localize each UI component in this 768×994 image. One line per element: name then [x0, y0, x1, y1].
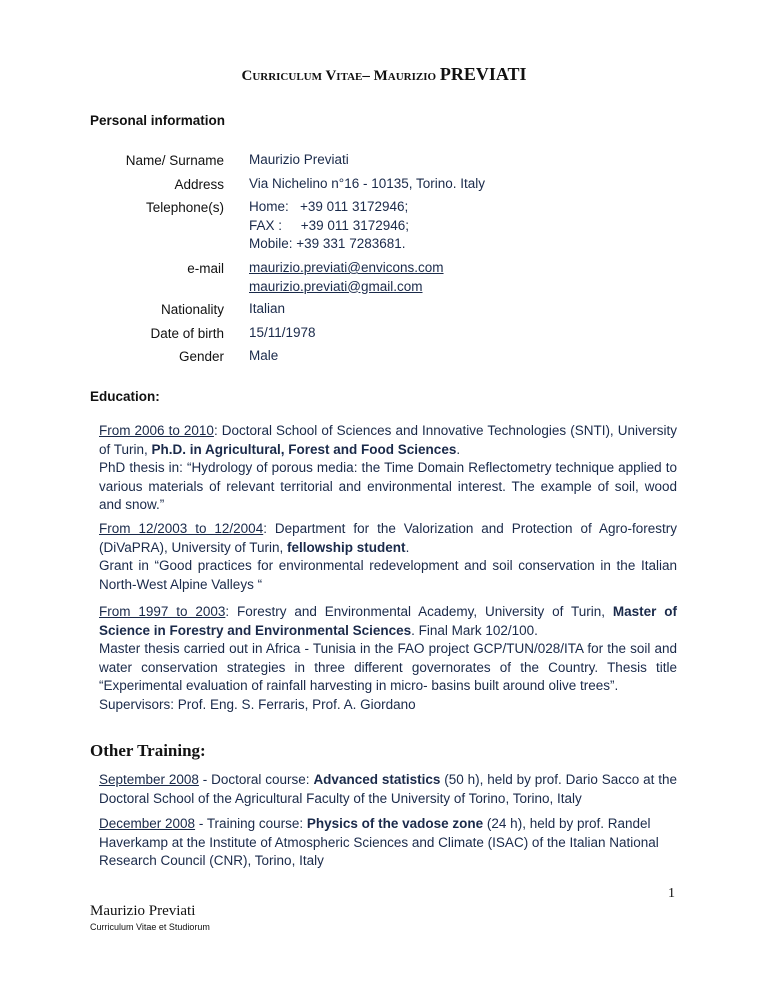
- address-label: Address: [174, 177, 224, 192]
- address-value: Via Nichelino n°16 - 10135, Torino. Italy: [249, 176, 486, 191]
- nationality-label: Nationality: [160, 302, 224, 317]
- statistics-details: (50 h), held by prof. Dario Sacco at the Doctoral School of the Agricultural Faculty of the University of Torino, Torino, Italy: [99, 772, 677, 806]
- email-link-gmail[interactable]: maurizio.previati@gmail.com: [249, 278, 423, 294]
- telephone-values: [249, 198, 409, 254]
- phone-home: Home: +39 011 3172946;: [249, 199, 409, 214]
- page-number: 1: [668, 886, 675, 901]
- education-entry-fellowship: [99, 520, 677, 594]
- statistics-date: September 2008: [99, 772, 199, 787]
- email-link-envicons[interactable]: maurizio.previati@envicons.com: [249, 260, 444, 275]
- footer-name: Maurizio Previati: [90, 903, 196, 919]
- vadose-course: Physics of the vadose zone: [306, 816, 484, 831]
- personal-info-heading: Personal information: [90, 113, 226, 128]
- vadose-details: (24 h), held by prof. Randel Haverkamp at the Institute of Atmospheric Sciences and Climate (ISAC) of the Italian National Research Council (CNR), Torino, Italy: [99, 816, 659, 868]
- master-degree: Master of Science in Forestry and Environmental Sciences: [99, 604, 677, 638]
- phd-date: From 2006 to 2010: [99, 423, 214, 438]
- phone-mobile: Mobile: +39 331 7283681.: [249, 236, 406, 251]
- fellowship-text-end: .: [405, 539, 410, 555]
- statistics-text: - Doctoral course:: [198, 772, 314, 787]
- vadose-date: December 2008: [99, 816, 196, 831]
- footer-subtitle: Curriculum Vitae et Studiorum: [90, 922, 210, 932]
- training-entry-statistics: [99, 771, 677, 808]
- nationality-value: Italian: [249, 301, 286, 316]
- master-supervisors: Supervisors: Prof. Eng. S. Ferraris, Prof. A. Giordano: [99, 696, 416, 712]
- name-value: Maurizio Previati: [249, 152, 349, 167]
- vadose-text: - Training course:: [195, 816, 307, 831]
- education-heading: Education:: [90, 389, 160, 404]
- email-label: e-mail: [187, 261, 224, 276]
- phd-degree: Ph.D. in Agricultural, Forest and Food Sciences: [151, 441, 457, 457]
- dob-label: Date of birth: [150, 326, 224, 341]
- title-surname: PREVIATI: [439, 64, 527, 84]
- phd-text-end: .: [456, 441, 461, 457]
- title-prefix: Curriculum Vitae– Maurizio: [241, 68, 440, 84]
- master-text: : Forestry and Environmental Academy, University of Turin,: [225, 604, 613, 619]
- statistics-course: Advanced statistics: [313, 772, 441, 787]
- master-date: From 1997 to 2003: [99, 604, 226, 619]
- training-entry-vadose: [99, 815, 677, 871]
- master-text-end: . Final Mark 102/100.: [411, 622, 538, 638]
- email-values: [249, 259, 444, 296]
- master-thesis: Master thesis carried out in Africa - Tunisia in the FAO project GCP/TUN/028/ITA for the soil and water conservation strategies in three different governorates of the Country. Thesis title “Experimental evaluation of rainfall harvesting in micro- basins built around olive trees”.: [99, 641, 677, 693]
- education-entry-master: [99, 603, 677, 714]
- name-label: Name/ Surname: [125, 153, 224, 168]
- phd-thesis: PhD thesis in: “Hydrology of porous media: the Time Domain Reflectometry technique applied to various materials of relevant territorial and environmental interest. The example of soil, wood and snow.”: [99, 460, 677, 512]
- telephone-label: Telephone(s): [145, 200, 224, 215]
- phone-fax: FAX : +39 011 3172946;: [249, 217, 409, 233]
- education-entry-phd: [99, 422, 677, 515]
- training-heading: Other Training:: [90, 741, 206, 760]
- fellowship-degree: fellowship student: [287, 539, 406, 555]
- document-title: [0, 64, 768, 85]
- fellowship-text: : Department for the Valorization and Protection of Agro-forestry (DiVaPRA), University of Turin,: [99, 521, 677, 555]
- gender-label: Gender: [178, 349, 224, 364]
- gender-value: Male: [249, 348, 279, 363]
- phd-text: : Doctoral School of Sciences and Innovative Technologies (SNTI), University of Turin,: [99, 423, 677, 457]
- fellowship-date: From 12/2003 to 12/2004: [99, 521, 264, 536]
- dob-value: 15/11/1978: [249, 325, 316, 340]
- fellowship-grant: Grant in “Good practices for environmental redevelopment and soil conservation in the Italian North-West Alpine Valleys “: [99, 558, 677, 592]
